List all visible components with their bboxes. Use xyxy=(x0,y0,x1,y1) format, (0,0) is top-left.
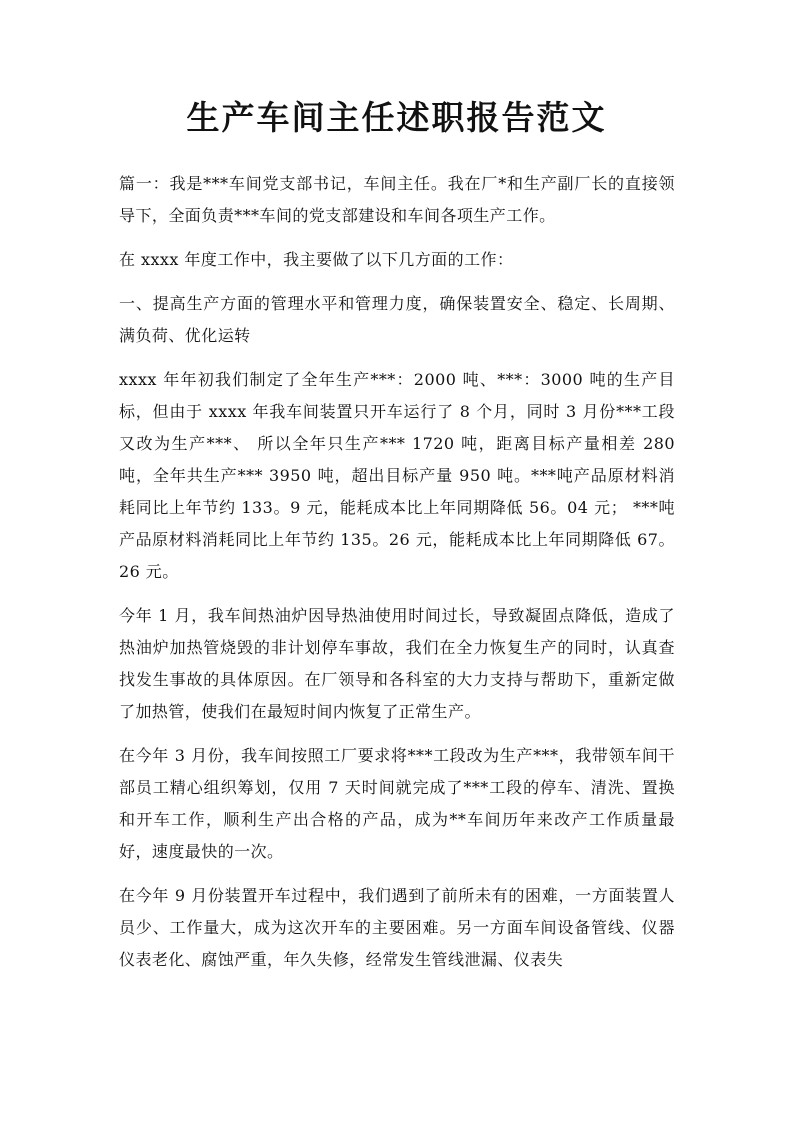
paragraph-overview: 在 xxxx 年度工作中，我主要做了以下几方面的工作： xyxy=(119,250,514,269)
paragraph-september-startup: 在今年 9 月份装置开车过程中，我们遇到了前所未有的困难，一方面装置人员少、工作量大，成为这次开车的主要困难。另一方面车间设备管线、仪器仪表老化、腐蚀严重，年久失修，经常发生管线泄漏、仪表失 xyxy=(119,886,675,969)
paragraph-intro: 篇一：我是***车间党支部书记，车间主任。我在厂*和生产副厂长的直接领导下，全面负责***车间的党支部建设和车间各项生产工作。 xyxy=(119,174,675,225)
paragraph-production-targets: xxxx 年年初我们制定了全年生产***：2000 吨、***：3000 吨的生产目标，但由于 xxxx 年我车间装置只开车运行了 8 个月，同时 3 月份***工段又改为生产***、 所以全年只生产*** 1720 吨，距离目标产量相差 280 吨，全年共生产*** 3950 吨，超出目标产量 950 吨。***吨产品原材料消耗同比上年节约 133。9 元，能耗成本比上年同期降低 56。04 元； ***吨产品原材料消耗同比上年节约 135。26 元，能耗成本比上年同期降低 67。26 元。 xyxy=(119,370,675,581)
page-title: 生产车间主任述职报告范文 xyxy=(186,98,607,137)
paragraph-section-heading: 一、提高生产方面的管理水平和管理力度，确保装置安全、稳定、长周期、满负荷、优化运转 xyxy=(119,294,675,345)
paragraph-january-incident: 今年 1 月，我车间热油炉因导热油使用时间过长，导致凝固点降低，造成了热油炉加热管烧毁的非计划停车事故，我们在全力恢复生产的同时，认真查找发生事故的具体原因。在厂领导和各科室的大力支持与帮助下，重新定做了加热管，使我们在最短时间内恢复了正常生产。 xyxy=(119,606,675,721)
paragraph-march-changeover: 在今年 3 月份，我车间按照工厂要求将***工段改为生产***，我带领车间干部员工精心组织筹划，仅用 7 天时间就完成了***工段的停车、清洗、置换和开车工作，顺利生产出合格的产品，成为**车间历年来改产工作质量最好，速度最快的一次。 xyxy=(119,746,675,861)
document-body xyxy=(119,168,675,988)
